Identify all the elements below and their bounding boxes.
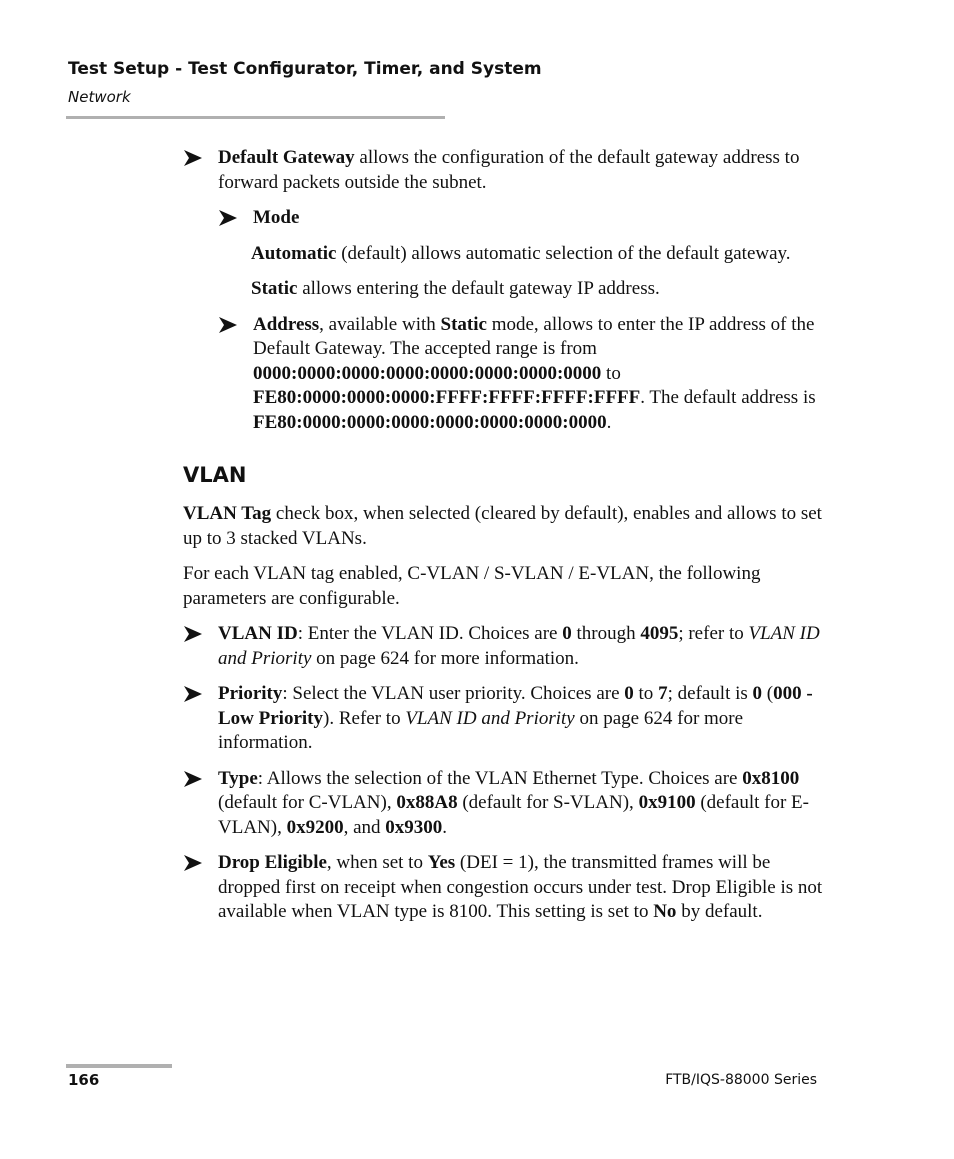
product-series: FTB/IQS-88000 Series [665, 1072, 817, 1088]
cross-reference-link[interactable]: VLAN ID and Priority [218, 623, 820, 669]
arrow-bullet-icon [218, 209, 238, 227]
arrow-bullet-icon [183, 685, 203, 703]
mode-static: Static allows entering the default gateway IP address. [251, 278, 660, 299]
header-rule [66, 116, 445, 119]
page-content [183, 146, 823, 925]
bullet-address: Address, available with Static mode, allows to enter the IP address of the Default Gateway. The accepted range is from 0000:0000:0000:0000:0000:0000:0000:0000 to FE80:0000:0000:0000:FFFF:FFFF:FFFF:FFFF. The default address is FE80:0000:0000:0000:0000:0000:0000:0000. [218, 313, 823, 436]
section-heading-vlan: VLAN [183, 463, 247, 487]
mode-automatic: Automatic (default) allows automatic selection of the default gateway. [251, 242, 791, 264]
bullet-drop-eligible: Drop Eligible, when set to Yes (DEI = 1), the transmitted frames will be dropped first on receipt when congestion occurs under test. Drop Eligible is not available when VLAN type is 8100. This setting is set to No by default. [183, 851, 823, 925]
running-header-title: Test Setup - Test Configurator, Timer, and System [68, 59, 542, 79]
bullet-type: Type: Allows the selection of the VLAN Ethernet Type. Choices are 0x8100 (default for C-VLAN), 0x88A8 (default for S-VLAN), 0x9100 (default for E-VLAN), 0x9200, and 0x9300. [183, 767, 823, 841]
footer-rule [66, 1064, 172, 1068]
arrow-bullet-icon [183, 149, 203, 167]
bullet-default-gateway: Default Gateway allows the configuration of the default gateway address to forward packets outside the subnet. [183, 146, 823, 195]
cross-reference-link[interactable]: VLAN ID and Priority [405, 707, 575, 729]
bullet-mode: Mode [218, 206, 823, 231]
bullet-vlan-id: VLAN ID: Enter the VLAN ID. Choices are 0 through 4095; refer to VLAN ID and Priority on page 624 for more information. [183, 622, 823, 671]
arrow-bullet-icon [183, 625, 203, 643]
vlan-tag-intro: VLAN Tag check box, when selected (cleared by default), enables and allows to set up to 3 stacked VLANs. [183, 503, 822, 549]
running-header-section: Network [68, 88, 131, 106]
vlan-params-intro: For each VLAN tag enabled, C-VLAN / S-VLAN / E-VLAN, the following parameters are configurable. [183, 563, 761, 609]
arrow-bullet-icon [218, 316, 238, 334]
arrow-bullet-icon [183, 854, 203, 872]
bullet-priority: Priority: Select the VLAN user priority. Choices are 0 to 7; default is 0 (000 - Low Priority). Refer to VLAN ID and Priority on page 624 for more information. [183, 682, 823, 756]
page-number: 166 [68, 1071, 100, 1089]
arrow-bullet-icon [183, 770, 203, 788]
